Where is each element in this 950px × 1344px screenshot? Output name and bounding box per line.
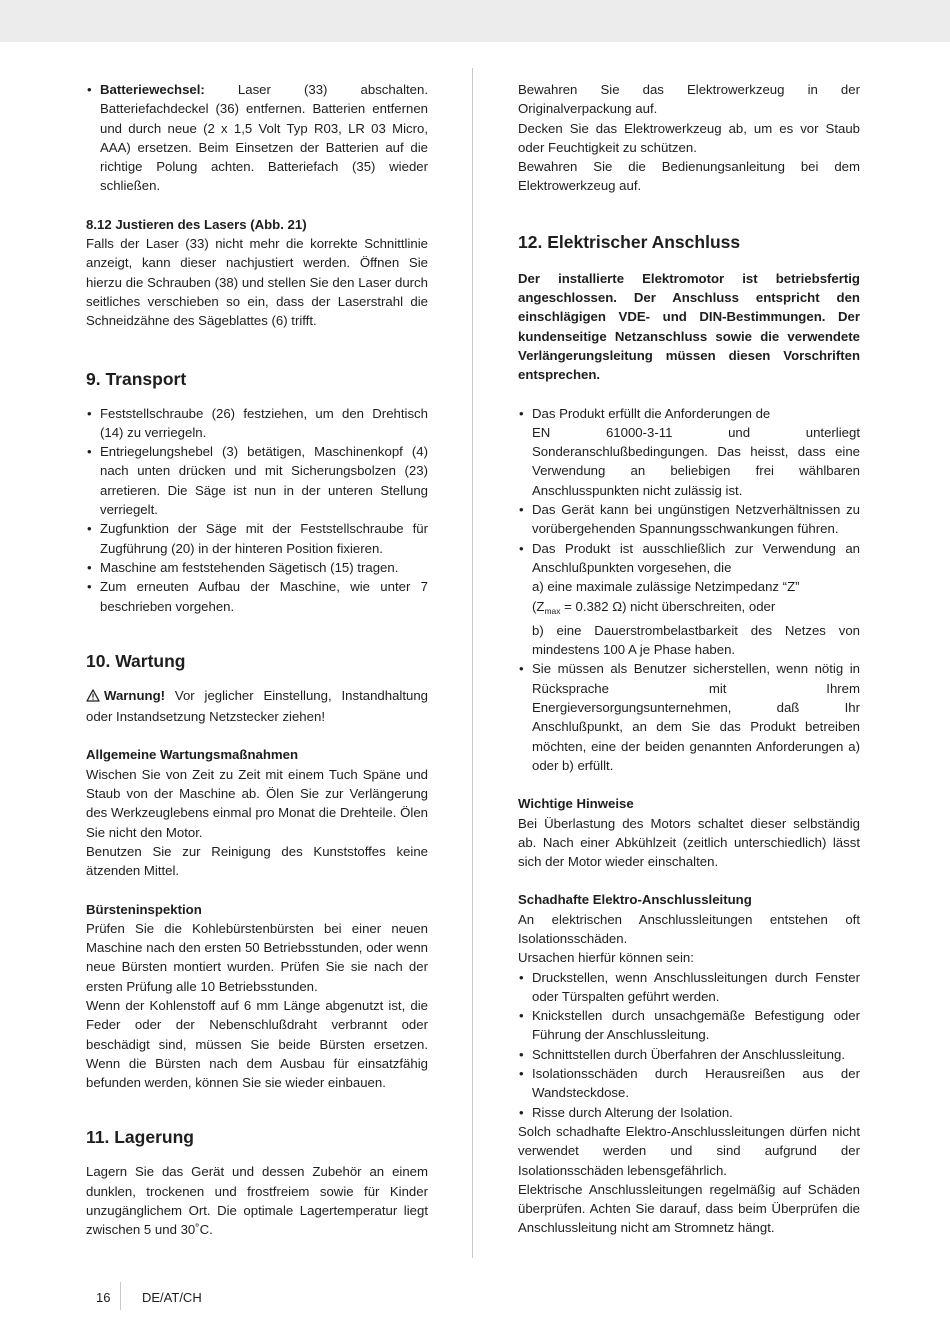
battery-text: Laser (33) abschalten. Batteriefachdeckel (36) entfernen. Batterien entfernen und durch neue (2 x 1,5 Volt Typ R03, LR 03 Micro, AAA) ersetzen. Beim Einsetzen der Batterien auf die richtige Polung achten. Batteriefach (35) wieder schließen. [100, 82, 428, 194]
list-item: • Knickstellen durch unsachgemäße Befestigung oder Führung der Anschlussleitung. [518, 1006, 860, 1045]
brush-inspection-heading: Bürsteninspektion [86, 901, 202, 917]
anschluss-list [518, 404, 860, 776]
list-item: • Schnittstellen durch Überfahren der Anschlussleitung. [518, 1045, 860, 1064]
item3-z-open: (Z [532, 598, 545, 614]
item3-b: b) eine Dauerstrombelastbarkeit des Netzes von mindestens 100 A je Phase haben. [532, 622, 860, 658]
brush-inspection-text-1: Prüfen Sie die Kohlebürstenbürsten bei einer neuen Maschine nach den ersten 50 Betriebsstunden, oder wenn neue Bürsten montiert wurden. Prüfen Sie sie nach der ersten Prüfung alle 10 Betriebsstunden. [86, 920, 428, 994]
defekt-heading: Schadhafte Elektro-Anschlussleitung [518, 892, 752, 908]
list-item [518, 404, 860, 500]
item3-z-sub: max [544, 605, 561, 616]
footer-separator [120, 1282, 121, 1310]
defekt-intro: An elektrischen Anschlussleitungen entstehen oft Isolationsschäden. [518, 911, 860, 946]
list-item: • Entriegelungshebel (3) betätigen, Maschinenkopf (4) nach unten drücken und mit Sicherungsbolzen (23) arretieren. Die Säge ist nun in der unteren Stellung verriegelt. [86, 442, 428, 519]
region-label: DE/AT/CH [142, 1290, 202, 1305]
list-item: • Druckstellen, wenn Anschlussleitungen durch Fenster oder Türspalten geführt werden. [518, 968, 860, 1007]
battery-list [86, 80, 428, 196]
general-maintenance-heading: Allgemeine Wartungsmaßnahmen [86, 747, 299, 763]
column-divider [472, 68, 473, 1258]
battery-lead: Batteriewechsel: [100, 82, 205, 97]
item3-z-rest: = 0.382 Ω) nicht überschreiten, oder [560, 598, 776, 614]
page-number: 16 [96, 1290, 111, 1305]
warning-paragraph [86, 686, 428, 727]
transport-list [86, 404, 428, 616]
left-column [86, 80, 428, 1240]
list-item: • Risse durch Alterung der Isolation. [518, 1103, 860, 1122]
laser-adjust-text: Falls der Laser (33) nicht mehr die korrekte Schnittlinie anzeigt, kann dieser nachjustiert werden. Öffnen Sie hierzu die Schrauben (38) und stellen Sie den Laser durch seitliches verschieben so ein, dass der Laserstrahl die Schneidzähne des Sägeblattes (6) trifft. [86, 236, 428, 329]
general-maintenance-text-2: Benutzen Sie zur Reinigung des Kunststoffes keine ätzenden Mittel. [86, 843, 428, 879]
warning-label: Warnung! [104, 687, 166, 703]
warning-text: Vor jeglicher Einstellung, Instandhaltung oder Instandsetzung Netzstecker ziehen! [86, 687, 428, 725]
list-item: • Sie müssen als Benutzer sicherstellen, wenn nötig in Rücksprache mit Ihrem Energieversorgungsunternehmen, daß Ihr Anschlußpunkt, an dem Sie das Produkt betreiben möchten, eine der beiden genannten Anforderungen a) oder b) erfüllt. [518, 659, 860, 775]
wartung-heading: 10. Wartung [86, 650, 186, 671]
list-item [518, 539, 860, 660]
defekt-text-2: Elektrische Anschlussleitungen regelmäßig auf Schäden überprüfen. Achten Sie darauf, dass beim Überprüfen die Anschlussleitung nicht am Stromnetz hängt. [518, 1181, 860, 1236]
item3-z [532, 597, 860, 621]
list-item: • Isolationsschäden durch Herausreißen aus der Wandsteckdose. [518, 1064, 860, 1103]
lagerung-text: Lagern Sie das Gerät und dessen Zubehör an einem dunklen, trockenen und frostfreiem sowie für Kinder unzugänglichem Ort. Die optimale Lagertemperatur liegt zwischen 5 und 30˚C. [86, 1164, 428, 1238]
defekt-list [518, 968, 860, 1122]
item1-rest: EN 61000-3-11 und unterliegt Sonderanschlußbedingungen. Das heisst, dass eine Verwendung an beliebigen frei wählbaren Anschlusspunkten nicht zulässig ist. [532, 424, 860, 498]
anschluss-intro: Der installierte Elektromotor ist betriebsfertig angeschlossen. Der Anschluss entspricht den einschlägigen VDE- und DIN-Bestimmungen. Der kundenseitige Netzanschluss sowie die verwendete Verlängerungsleitung müssen diesen Vorschriften entsprechen. [518, 270, 860, 383]
item3-line1: • Das Produkt ist ausschließlich zur Verwendung an Anschlußpunkten vorgesehen, die [532, 540, 860, 575]
warning-triangle-icon [86, 688, 100, 707]
defekt-text-1: Solch schadhafte Elektro-Anschlussleitungen dürfen nicht verwendet werden und sind aufgrund der Isolationsschäden lebensgefährlich. [518, 1123, 860, 1178]
hinweise-heading: Wichtige Hinweise [518, 796, 634, 812]
storage-line-1: Bewahren Sie das Elektrowerkzeug in der Originalverpackung auf. [518, 82, 860, 117]
list-item: • Zugfunktion der Säge mit der Feststellschraube für Zugführung (20) in der hinteren Position fixieren. [86, 519, 428, 558]
list-item: • Zum erneuten Aufbau der Maschine, wie unter 7 beschrieben vorgehen. [86, 577, 428, 616]
item1-line1: • Das Produkt erfüllt die Anforderungen de [532, 405, 771, 421]
list-item: • Das Gerät kann bei ungünstigen Netzverhältnissen zu vorübergehenden Spannungsschwankungen führen. [518, 500, 860, 539]
page-footer [96, 1290, 202, 1306]
hinweise-text: Bei Überlastung des Motors schaltet dieser selbständig ab. Nach einer Abkühlzeit (zeitlich unterschiedlich) lässt sich der Motor wieder einschalten. [518, 815, 860, 870]
battery-item [86, 80, 428, 196]
storage-line-3: Bewahren Sie die Bedienungsanleitung bei dem Elektrowerkzeug auf. [518, 159, 860, 194]
general-maintenance-text-1: Wischen Sie von Zeit zu Zeit mit einem Tuch Späne und Staub von der Maschine ab. Ölen Sie zur Verlängerung des Werkzeuglebens einmal pro Monat die Drehteile. Ölen Sie nicht den Motor. [86, 766, 428, 840]
list-item: • Maschine am feststehenden Sägetisch (15) tragen. [86, 558, 428, 577]
list-item: • Feststellschraube (26) festziehen, um den Drehtisch (14) zu verriegeln. [86, 404, 428, 443]
anschluss-heading: 12. Elektrischer Anschluss [518, 231, 741, 252]
brush-inspection-text-2: Wenn der Kohlenstoff auf 6 mm Länge abgenutzt ist, die Feder oder der Nebenschlußdraht verbrannt oder beschädigt sind, müssen Sie beide Bürsten ersetzen. Wenn die Bürsten nach dem Ausbau für einsatzfähig befunden werden, können Sie sie wieder einbauen. [86, 997, 428, 1091]
storage-line-2: Decken Sie das Elektrowerkzeug ab, um es vor Staub oder Feuchtigkeit zu schützen. [518, 120, 860, 155]
transport-heading: 9. Transport [86, 368, 187, 389]
item3-a: a) eine maximale zulässige Netzimpedanz “Z” [532, 579, 800, 595]
defekt-causes-intro: Ursachen hierfür können sein: [518, 950, 694, 966]
top-bar [0, 0, 950, 42]
right-column [518, 80, 860, 1238]
lagerung-heading: 11. Lagerung [86, 1127, 194, 1148]
laser-adjust-heading: 8.12 Justieren des Lasers (Abb. 21) [86, 216, 307, 232]
